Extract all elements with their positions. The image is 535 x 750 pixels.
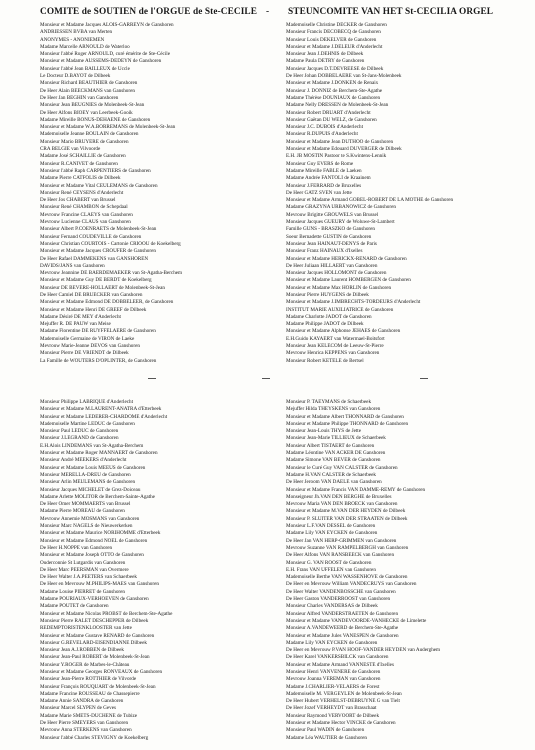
donor-entry: Monsieur Robert DRUART d'Anderlecht [286,109,371,116]
donor-entry: Monsieur et Madame Armand GOBEL-ROBERT DE LA MOTHE de Ganshoren [286,197,454,204]
donor-entry: Madame Philippe JADOT de Dilbeek [286,321,364,328]
donor-entry: Madame Marcelle ARNOULD de Waterloo [40,43,130,50]
donor-entry: Monseigneur Jh.VAN DEN BERGHE de Bruxelles [286,493,392,500]
donor-entry: De Heer H.NOPPE van Ganshoren [40,544,113,551]
donor-entry: De Heer Walter J.A.PEETERS van Schaerbeek [40,574,137,581]
donor-entry: Monsieur et Madame Jean DUTHOO de Ganshoren [286,138,394,145]
donor-entry: Mevrouw Jeannine DE BAERDEMAEKER van St-Agatha-Berchem [40,270,183,277]
donor-entry: Monsieur René CHAMBON de Schepdaal [40,204,128,211]
donor-entry: Monsieur J.LEGRAND de Ganshoren [40,435,119,442]
donor-entry: Monsieur Jean BEUGNIES de Molenbeek-St-Jean [40,102,145,109]
donor-entry: Madame POUTET de Ganshoren [40,603,109,610]
donor-entry: De Heer Hubert VERHELST-DEBRUYNE G van Tielt [286,698,400,705]
donor-entry: Monsieur Louis DEKELVER de Ganshoren [286,36,377,43]
donor-entry: Monsieur et Madame Henri DE GREEF de Dilbeek [40,306,147,313]
donor-entry: Mevrouw Francine CLAEYS van Ganshoren [40,211,133,218]
donor-entry: Monsieur Jacques GUEURY de Woluwe-St-Lambert [286,219,395,226]
donor-entry: Monsieur François ROUQUART de Molenbeek-St-Jean [40,683,156,690]
donor-entry: E.H.Alois LINDEMANS van St-Agatha-Berchem [40,442,144,449]
donor-entry: Monsieur et Madame Francis VAN DAMME-REMY de Ganshoren [286,486,426,493]
donor-entry: Madame Pierre CATFOLIS de Dilbeek [40,175,121,182]
donor-entry: Mademoiselle Martine LEDUC de Ganshoren [40,420,135,427]
donor-entry: Madame Pierre MOREAU de Ganshoren [40,508,125,515]
donor-entry: E.H. Frans VAN UFFELEN van Ganshoren [286,566,376,573]
donor-entry: Monsieur et Madame Gustave RENARD de Ganshoren [40,632,155,639]
donor-entry: Mademoiselle Christine DECKER de Ganshoren [286,22,387,28]
donor-entry: Madame J.CHARLIER-VELAERS de Forest [286,683,380,690]
donor-entry: Monsieur et Madame Armand VANNESTE d'Ixelles [286,661,394,668]
donor-entry: Monsieur et Madame J.IMBRECHTS-TORDEURS d'Anderlecht [286,299,421,306]
donor-entry: Monsieur Jean J.DEHNIS de Dilbeek [286,51,364,58]
donor-entry: Mademoiselle Germaine de VIRON de Laeke [40,335,135,342]
donor-entry: Mevrouw Joanna VEREMAN van Ganshoren [286,676,381,683]
donor-list-top-left [40,22,276,365]
donor-entry: Monsieur et Madame M.VAN DER HEYDEN de Dilbeek [286,508,406,515]
donor-entry: Monsieur Jean-Paul ROBERT de Molenbeek-St-Jean [40,654,150,661]
donor-entry: Monsieur J.C. DUBOIS d'Anderlecht [286,124,364,131]
donor-entry: De Heer Jan BEGHIN van Ganshoren [40,94,119,101]
donor-entry: Monsieur André MEEKERS d'Anderlecht [40,457,127,464]
header-title-dutch: STEUNCOMITE VAN HET St-CECILIA ORGEL [288,7,494,17]
donor-entry: Monsieur MERELLA-DREU de Ganshoren [40,471,131,478]
donor-entry: Mevrouw Lucienne CLAUS van Ganshoren [40,219,131,226]
donor-entry: Monsieur et Madame Hector VINCKE de Ganshoren [286,720,396,727]
donor-entry: Monsieur Pierre RALET DESCHEPPER de Dilbeek [40,617,149,624]
donor-entry: Madame Florentine DE RUYFFELAERE de Ganshoren [40,328,156,335]
page-header [0,7,535,21]
donor-entry: Monsieur l'abbé Roger ARNOULD, curé émérite de Ste-Cécile [40,51,170,58]
donor-entry: De Heer en Mevrouw P.VAN HOOF-VANDER HEYDEN van Auderghem [286,647,441,654]
section-divider [148,378,156,379]
donor-entry: Monsieur L.F.VAN DESSEL de Ganshoren [286,523,376,530]
donor-entry: Madame Arlette MOLITOR de Berchem-Sainte-Agathe [40,493,155,500]
donor-entry: Monsieur Albert TISTAERT de Ganshoren [286,442,375,449]
donor-entry: Madame POURIAUX-VERHOEVEN de Ganshoren [40,596,149,603]
donor-entry: Madame Paula DETRY de Ganshoren [286,58,365,65]
donor-entry: Monsieur Richard BEAUTHIER de Ganshoren [40,80,138,87]
donor-list-bottom-left [40,399,276,742]
donor-entry: Monsieur et Madame Jacques ALOIS-GARREYN de Ganshoren [40,22,174,28]
donor-entry: Monsieur l'abbé Charles STEVIGNY de Koekelberg [40,734,149,741]
donor-entry: Monsieur et Madame M.LAURENT-ANATRA d'Etterbeek [40,406,162,413]
donor-entry: Monsieur Christian COURTOIS - Cartonie CRIOOU de Koekelberg [40,240,181,247]
donor-entry: Monsieur et Madame Roger MANNAERT de Ganshoren [40,450,158,457]
donor-entry: Madame Marie SMETS-DUCHENE de Tubize [40,712,138,719]
donor-entry: De Heer Alain BEECKMANS van Ganshoren [40,87,135,94]
donor-entry: E.H.Guido KAYAERT van Watermael-Boitsfort [286,335,385,342]
donor-entry: La Famille de WOUTERS D'OPLINTER, de Ganshoren [40,357,157,364]
donor-entry: Monsieur Jacques MICHELET de Grez-Doiceau [40,486,141,493]
donor-entry: De Heer Johan DOBBELAERE van St-Jans-Molenbeek [286,73,402,80]
donor-entry: Monsieur Pierre DE VRIENDT de Dilbeek [40,350,129,357]
donor-entry: Monsieur et Madame Georges RONVEAUX de Ganshoren [40,668,163,675]
donor-entry: Monsieur et Madame AUSSEMS-DEDEYN de Ganshoren [40,58,162,65]
donor-entry: Soeur Bernadette GUSTIN de Ganshoren [286,233,372,240]
donor-entry: Mevrouw Henrica KEPPENS van Ganshoren [286,350,380,357]
section-divider [420,378,428,379]
donor-entry: Monsieur et Madame Jacques CROUFER de Ganshoren [40,248,156,255]
donor-entry: INSTITUT MARIE AUXILIATRICE de Ganshoren [286,306,394,313]
donor-entry: Monsieur Marc NAGELS de Nieuwerkerken [40,523,133,530]
donor-entry: Monsieur et Madame Nicolas PROBST de Berchem-Ste-Agathe [40,610,173,617]
donor-entry: Madame Désiré DE MEY d'Anderlecht [40,313,121,320]
donor-entry: Monsieur Alfred VANDERSTRAETEN de Ganshoren [286,610,399,617]
donor-entry: Monsieur Marcel SLYPEN de Geves [40,705,117,712]
donor-entry: Monsieur Mario BRUYERE de Ganshoren [40,138,129,145]
donor-entry: Monsieur Paul LEDUC de Ganshoren [40,428,119,435]
donor-entry: Monsieur Jean HAINAUT-DENYS de Paris [286,240,377,247]
donor-entry: Monsieur et Madame Edouard DUVERGER de Dilbeek [286,146,402,153]
donor-entry: ANDRIESSEN BVBA van Merten [40,29,113,36]
donor-entry: Monsieur G. VAN ROOST de Ganshoren [286,559,372,566]
donor-entry: Monsieur Jacques D.T.DEVREESE de Dilbeek [286,65,384,72]
donor-entry: Monsieur et Madame Jules VANESPEN de Ganshoren [286,632,399,639]
donor-entry: Monsieur Gaëtan DU WELZ, de Ganshoren [286,116,377,123]
donor-entry: Madame Mireille FABLE de Laeken [286,167,362,174]
donor-entry: Monsieur P. TAEYMANS de Schaerbeek [286,399,372,405]
donor-entry: De Heer Karel VANKERSBILCK van Ganshoren [286,654,389,661]
donor-entry: De Heer Walter VANDENBOSSCHE van Ganshoren [286,588,396,595]
donor-entry: Monsieur et Madame LEDERER-CHARDOME d'Anderlecht [40,413,168,420]
donor-entry: Monsieur et Madame J.DELEUR d'Anderlecht [286,43,383,50]
donor-entry: Madame H.VAN CALSTER de Schaerbeek [286,471,376,478]
donor-entry: De Heer Omer MOMMAERTS van Brussel [40,501,131,508]
donor-entry: Monsieur Albert P.COENRAETS de Molenbeek-St-Jean [40,226,157,233]
donor-entry: Le Docteur D.BAYOT de Dilbeek [40,73,111,80]
donor-entry: Mevrouw Annemie MOSMANS van Ganshoren [40,515,140,522]
donor-entry: Monsieur R.CANIVET de Ganshoren [40,160,118,167]
donor-entry: Madame José SCHAILLIE de Ganshoren [40,153,126,160]
donor-entry: Monsieur et Madame Vital CEULEMANS de Ganshoren [40,182,158,189]
donor-entry: Monsieur DE BEVERE-HOLLAERT de Molenbeek-St-Jean [40,284,165,291]
donor-entry: De Heer Pierre SMEYERS van Ganshoren [40,720,129,727]
donor-entry: Monsieur Robert KETELE de Bertsel [286,357,364,364]
donor-entry: Monsieur Jean-Marie TILLIEUX de Schaerbeek [286,435,386,442]
donor-entry: Monsieur Franz HAINAUX d'Ixelles [286,248,363,255]
donor-entry: Monsieur et Madame Edmond DE DOBBELEER, de Ganshoren [40,299,174,306]
donor-entry: Monsieur et Madame Alphonse JEHAES de Ganshoren [286,328,401,335]
donor-entry: Monsieur Raymond VERVOORT de Dilbeek [286,712,380,719]
donor-entry: Madame GRAZYNA URBANOWICZ de Ganshoren [286,204,396,211]
donor-entry: DAVIDS/JANS van Ganshoren [40,262,105,269]
donor-list-bottom-right [286,399,532,742]
donor-entry: Monsieur Francis DECOBECQ de Ganshoren [286,29,381,36]
donor-entry: Madame Andrée FANTOLI de Kraainem [286,175,371,182]
donor-entry: Ouderconnie St Lutgardis van Ganshoren [40,559,126,566]
donor-entry: Madame Simone VAN BEVER de Ganshoren [286,457,381,464]
donor-entry: Monsieur J.FERRARD de Bruxelles [286,182,362,189]
donor-entry: Monsieur Guy EVERS de Rome [286,160,354,167]
donor-entry: Monsieur R.DUPUIS d'Anderlecht [286,131,358,138]
donor-entry: CRA BELGIE van Vilvoorde [40,146,101,153]
donor-entry: De Heer GATZ SVEN van Jette [286,189,352,196]
donor-entry: Monsieur Jean-Pierre ROTTHIER de Vilvorde [40,676,137,683]
donor-entry: Monsieur et Madame Max HORLIN de Ganshoren [286,284,392,291]
donor-entry: Monsieur A.VANDEWEERD de Berchem-Ste-Agathe [286,625,399,632]
donor-entry: Monsieur Jacques HOLLOMONT de Ganshoren [286,270,387,277]
donor-entry: Mademoiselle Berthe VAN WASSENHOVE de Ganshoren [286,574,408,581]
donor-entry: Monsieur et Madame Maurice NORIHOMME d'Etterbeek [40,530,161,537]
donor-entry: Mevrouw Maria VAN DEN BROECK van Ganshoren [286,501,398,508]
donor-entry: Madame Charlotte JADOT de Ganshoren [286,313,372,320]
donor-entry: Monsieur et Madame J.DONKEN de Renaix [286,80,379,87]
donor-entry: Mevrouw Marie-Jeanne DEVOS van Ganshoren [40,343,140,350]
header-title-french: COMITE de SOUTIEN de l'ORGUE de Ste-CECILE [40,7,258,17]
donor-entry: De Heer en Mevrouw William VANDECRUYS van Ganshoren [286,581,417,588]
donor-entry: Madame Léontine VAN ACKER DE Ganshoren [286,450,386,457]
donor-entry: De Heer Juliaan HILLAERT van Ganshoren [286,262,378,269]
donor-entry: De Heer Camiel DE BRUECKER van Ganshoren [40,291,143,298]
donor-entry: De Heer Jeroom VAN DAELE van Ganshoren [286,479,382,486]
donor-entry: Madame Mireille BONUS-DEHAENE de Ganshoren [40,116,151,123]
donor-entry: Monsieur et Madame VANDEVOORDE-VANHECKE de Limelette [286,617,427,624]
donor-entry: Monsieur et Madame Philippe THONNARD de Ganshoren [286,420,409,427]
donor-entry: De Heer Alfons VAN RANSBEECK van Ganshoren [286,552,395,559]
donor-entry: Monsieur G.REVELARD-EISENDIANNE Dilbeek [40,639,147,646]
donor-entry: Monsieur et Madame Albert THONNARD de Ganshoren [286,413,404,420]
donor-entry: Mademoiselle M. VERGEYLEN de Molenbeek-St-Jean [286,690,402,697]
donor-entry: Monsieur le Curé Guy VAN CALSTER de Ganshoren [286,464,398,471]
donor-entry: Mademoiselle Jeanne BOULAIN de Ganshoren [40,131,139,138]
donor-entry: Monsieur et Madame Joseph OTTO de Ganshoren [40,552,144,559]
donor-entry: De Heer Alfons BIOEY van Leerbeek-Gooik [40,109,133,116]
donor-entry: Monsieur et Madame W.A.BORREMANS de Molenbeek-St-Jean [40,124,176,131]
donor-entry: Monsieur Henri VANVENERE de Ganshoren [286,668,381,675]
donor-entry: Madame Lily VAN EYCKEN de Ganshoren [286,639,378,646]
donor-entry: De Heer Marc PEERSMAN van Overmere [40,566,129,573]
donor-entry: Madame Louise PIERRET de Ganshoren [40,588,125,595]
donor-entry: Monsieur Arlin MEULEMANS de Ganshoren [40,479,136,486]
donor-entry: De Heer en Mevrouw M.PHILIPS-MAES van Ganshoren [40,581,159,588]
donor-entry: E.H. JB MOSTIN Pastoor te S.Kwintens-Lennik [286,153,387,160]
header-dash: - [266,7,270,17]
donor-entry: Monsieur René CEYSENS d'Anderlecht [40,189,124,196]
donor-entry: Monsieur et Madame Guy DE BERDT de Koekelberg [40,277,152,284]
donor-entry: De Heer Jos CHABERT van Brussel [40,197,116,204]
donor-entry: Monsieur et Madame Louis MEEUS de Ganshoren [40,464,146,471]
donor-entry: Madame Thérèse DOUNIAUX de Ganshoren [286,94,381,101]
donor-entry: Madame Léa WAUTIER de Ganshoren [286,734,367,741]
donor-entry: De Heer Gaston VANDERROOST van Ganshoren [286,596,391,603]
donor-entry: Monsieur Paul WADIN de Ganshoren [286,727,365,734]
donor-entry: Monsieur Charles VANDERSAS de Dilbeek [286,603,378,610]
donor-entry: Monsieur l'abbé Raph CARPENTIERS de Ganshoren [40,167,151,174]
donor-entry: Madame Lily VAN EYCKEN de Ganshoren [286,530,378,537]
donor-entry: Mevrouw Anna STERKENS van Ganshoren [40,727,132,734]
donor-entry: Monsieur Pierre HUYGENS de Dilbeek [286,291,369,298]
donor-entry: Monsieur Y.ROGER de Marbes-le-Château [40,661,130,668]
donor-entry: Monsieur Philippe LABRIQUE d'Anderlecht [40,399,134,405]
donor-entry: De Heer Rafael DAMMEKENS van GANSHOREN [40,255,149,262]
donor-entry: De Heer Jan VAN HERP-GRIMMEN van Ganshoren [286,537,397,544]
donor-entry: Famille GUNS - BRASZKO de Ganshoren [286,226,375,233]
donor-entry: Madame Francine ROUSSEAU de Chassepierre [40,690,140,697]
donor-entry: REDEMPTORISTENKLOOSTER van Jette [40,625,132,632]
donor-entry: Madame Nelly DRESSEN de Molenbeek-St-Jean [286,102,389,109]
donor-entry: Monsieur P. SLUITER VAN DER STRAATEN de Dilbeek [286,515,408,522]
section-divider [262,378,270,379]
donor-entry: ANONYMES - ANONIEMEN [40,36,105,43]
donor-entry: Mejuffer R. DE PAUW van Meise [40,321,111,328]
donor-entry: Monsieur Jean A.J.ROBBEN de Dilbeek [40,647,124,654]
donor-entry: Monsieur Fernand COUDEVILLE de Ganshoren [40,233,142,240]
donor-entry: De Heer Jozef VERHEYDT van Brasschaat [286,705,377,712]
donor-entry: Monsieur et Madame HERICKX-RENARD de Ganshoren [286,255,407,262]
donor-entry: Madame Annie SANDRA de Ganshoren [40,698,124,705]
donor-entry: Monsieur et Madame Laurent HOMBERGEN de Ganshoren [286,277,411,284]
donor-entry: Monsieur Jean KELECOM de Leeuw-St-Pierre [286,343,384,350]
donor-entry: Monsieur J. DONNIZ de Berchem-Ste-Agathe [286,87,383,94]
donor-entry: Monsieur Jean-Louis THYS de Jette [286,428,362,435]
donor-entry: Monsieur et Madame Edmond NOEL de Ganshoren [40,537,148,544]
donor-entry: Mejuffer Hilda THEYSKENS van Ganshoren [286,406,381,413]
donor-entry: Monsieur l'abbé Jean BAILLEUX de Uccle [40,65,130,72]
donor-list-top-right [286,22,532,365]
donor-entry: Mevrouw Brigitte GROUWELS van Brussel [286,211,379,218]
donor-entry: Mevrouw Suzanne VAN RAMPELBERGH van Ganshoren [286,544,409,551]
